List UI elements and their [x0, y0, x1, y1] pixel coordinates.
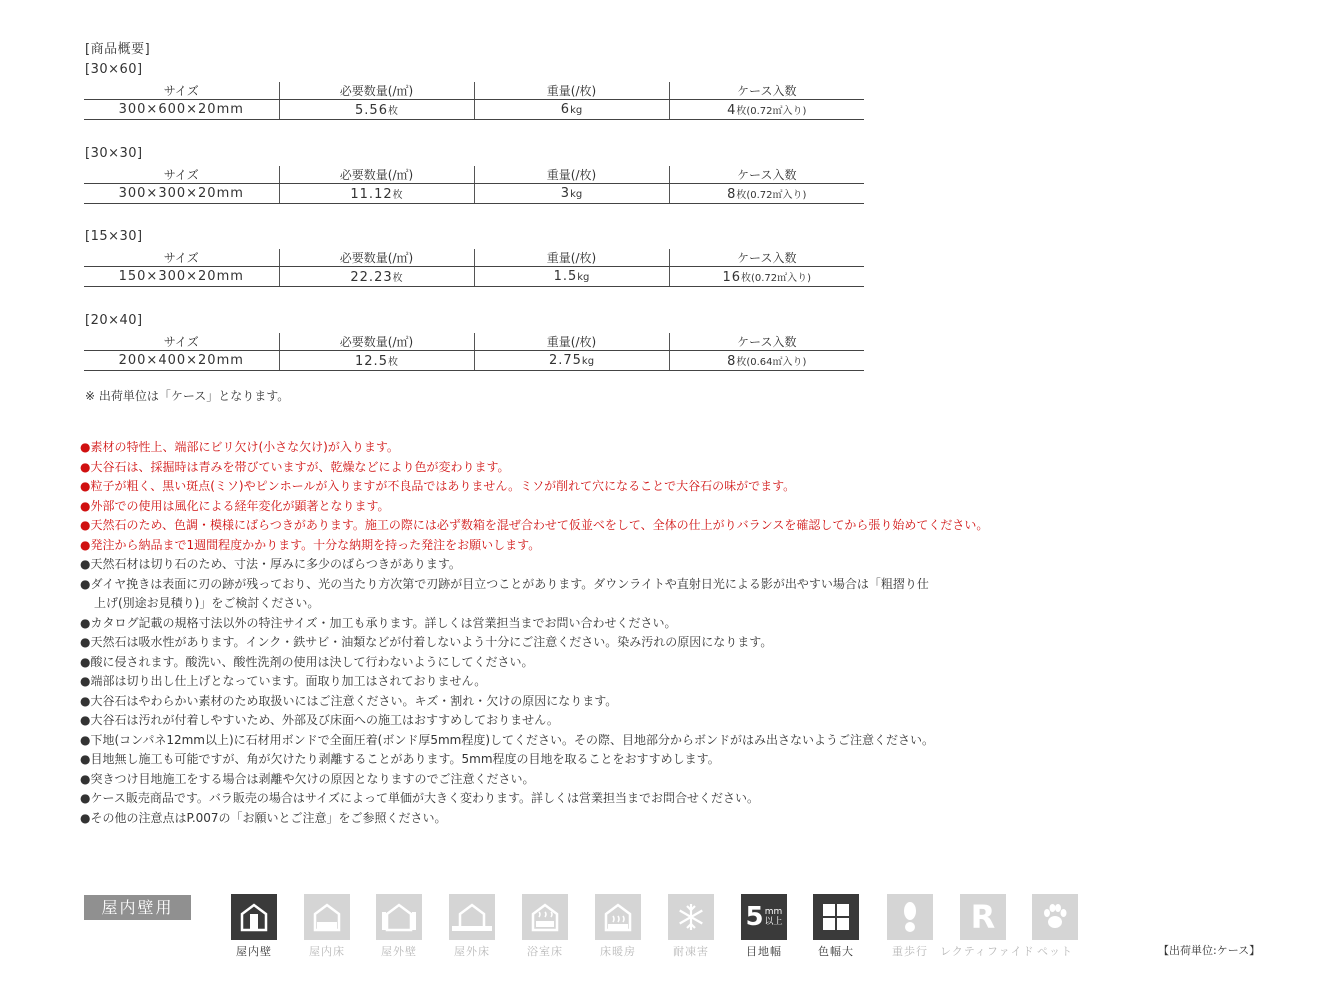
usage-icon-item	[668, 894, 714, 959]
column-header: ケース入数	[669, 249, 864, 267]
note-item: ●その他の注意点はP.007の「お願いとご注意」をご参照ください。	[80, 810, 447, 825]
note-item: ●下地(コンパネ12mm以上)に石材用ボンドで全面圧着(ボンド厚5mm程度)してください。その際、目地部分からボンドがはみ出さないようご注意ください。	[80, 732, 935, 747]
usage-icon-label: 屋外壁	[381, 945, 417, 958]
caution-notes	[80, 438, 989, 828]
usage-icon-item	[376, 894, 422, 959]
unit-label: 枚	[387, 356, 398, 368]
bath-floor-icon	[522, 894, 568, 940]
note-item: ●大谷石は汚れが付着しやすいため、外部及び床面への施工はおすすめしておりません。	[80, 713, 559, 727]
column-header: 重量(/枚)	[474, 333, 669, 351]
usage-icon-item	[887, 894, 933, 959]
size-cell	[84, 267, 279, 287]
usage-icon-label: 耐凍害	[673, 945, 709, 958]
column-header: 重量(/枚)	[474, 82, 669, 100]
floor-heating-icon	[595, 894, 641, 940]
quantity-cell	[279, 351, 474, 371]
column-header: 必要数量(/㎡)	[279, 333, 474, 351]
column-header: 重量(/枚)	[474, 166, 669, 184]
size-cell	[84, 184, 279, 204]
note-item: 上げ(別途お見積り)」をご検討ください。	[94, 596, 320, 610]
shipping-note: ※ 出荷単位は「ケース」となります。	[85, 389, 290, 403]
value-label: 2.75	[548, 353, 582, 368]
value-label: 300×600×20mm	[118, 102, 244, 117]
unit-label: 枚(0.72㎡入り)	[736, 105, 807, 117]
usage-icon-item	[741, 894, 787, 959]
snowflake-icon	[668, 894, 714, 940]
note-item: ●カタログ記載の規格寸法以外の特注サイズ・加工も承ります。詳しくは営業担当までお問い合わせください。	[80, 615, 677, 630]
value-label: 5.56	[355, 102, 388, 118]
exterior-wall-icon	[376, 894, 422, 940]
case-cell	[669, 100, 864, 120]
unit-label: 枚	[392, 189, 403, 201]
table-title: [15×30]	[85, 229, 143, 244]
unit-label: kg	[570, 105, 583, 116]
joint-width-unit: mm	[764, 907, 783, 917]
table-title: [20×40]	[85, 313, 143, 328]
note-item: ●天然石材は切り石のため、寸法・厚みに多少のばらつきがあります。	[80, 557, 461, 571]
column-header: サイズ	[84, 82, 279, 100]
weight-cell	[474, 184, 669, 204]
spec-table	[84, 82, 864, 120]
unit-label: 枚(0.72㎡入り)	[736, 189, 807, 201]
note-item: ●発注から納品まで1週間程度かかります。十分な納期を持った発注をお願いします。	[80, 537, 541, 552]
usage-badge: 屋内壁用	[84, 895, 191, 920]
table-title: [30×60]	[85, 62, 143, 77]
unit-label: kg	[581, 356, 595, 367]
column-header: 必要数量(/㎡)	[279, 166, 474, 184]
unit-label: kg	[577, 272, 590, 283]
exterior-floor-icon	[449, 894, 495, 940]
overview-label: [商品概要]	[85, 42, 151, 57]
value-label: 8	[727, 186, 737, 202]
usage-icon-label: レクティファイド	[940, 945, 1035, 958]
unit-label: 枚(0.64㎡入り)	[736, 356, 807, 368]
quantity-cell	[279, 100, 474, 120]
column-header: ケース入数	[669, 333, 864, 351]
usage-icon-label: 屋内壁	[236, 945, 272, 958]
usage-icon-label: 床暖房	[600, 945, 636, 958]
column-header: 重量(/枚)	[474, 249, 669, 267]
footprint-icon	[887, 894, 933, 940]
note-item: ●外部での使用は風化による経年変化が顕著となります。	[80, 498, 390, 513]
note-item: ●端部は切り出し仕上げとなっています。面取り加工はされておりません。	[80, 674, 487, 688]
color-variation-icon	[813, 894, 859, 940]
table-row	[84, 351, 864, 371]
value-label: 1.5	[553, 269, 578, 284]
case-cell	[669, 351, 864, 371]
joint-width-value: 5	[745, 902, 764, 932]
usage-icon-label: ペット	[1037, 945, 1073, 958]
value-label: 11.12	[350, 186, 393, 202]
table-row	[84, 100, 864, 120]
unit-label: kg	[570, 189, 583, 200]
value-label: 8	[727, 353, 737, 369]
value-label: 200×400×20mm	[118, 353, 244, 368]
weight-cell	[474, 267, 669, 287]
joint-width-icon	[741, 894, 787, 940]
usage-icon-item	[231, 894, 277, 959]
usage-icon-item	[940, 894, 1035, 959]
usage-icon-item	[449, 894, 495, 959]
usage-icon-item	[595, 894, 641, 959]
rectified-icon	[960, 894, 1006, 940]
usage-icon-label: 浴室床	[527, 945, 563, 958]
quantity-cell	[279, 267, 474, 287]
rectified-glyph: R	[970, 898, 996, 936]
note-item: ●大谷石はやわらかい素材のため取扱いにはご注意ください。キズ・割れ・欠けの原因になります。	[80, 693, 618, 708]
table-row	[84, 267, 864, 287]
unit-label: 枚	[392, 272, 403, 284]
quantity-cell	[279, 184, 474, 204]
usage-icon-item	[522, 894, 568, 959]
usage-icon-item	[304, 894, 350, 959]
column-header: ケース入数	[669, 82, 864, 100]
value-label: 16	[722, 269, 741, 285]
value-label: 12.5	[355, 353, 388, 369]
usage-icon-item	[813, 894, 859, 959]
note-item: ●天然石のため、色調・模様にばらつきがあります。施工の際には必ず数箱を混ぜ合わせて仮並べをして、全体の仕上がりバランスを確認してから張り始めてください。	[80, 518, 989, 532]
column-header: ケース入数	[669, 166, 864, 184]
table-title: [30×30]	[85, 146, 143, 161]
spec-table	[84, 333, 864, 371]
column-header: 必要数量(/㎡)	[279, 249, 474, 267]
note-item: ●突きつけ目地施工をする場合は剥離や欠けの原因となりますのでご注意ください。	[80, 771, 535, 786]
usage-icon-label: 屋外床	[454, 945, 490, 958]
usage-icon-label: 屋内床	[309, 945, 345, 958]
case-cell	[669, 184, 864, 204]
usage-icon-label: 色幅大	[818, 945, 854, 958]
table-row	[84, 184, 864, 204]
note-item: ●ダイヤ挽きは表面に刃の跡が残っており、光の当たり方次第で刃跡が目立つことがあります。ダウンライトや直射日光による影が出やすい場合は「粗摺り仕	[80, 576, 929, 591]
usage-icon-label: 目地幅	[746, 945, 782, 958]
column-header: 必要数量(/㎡)	[279, 82, 474, 100]
value-label: 300×300×20mm	[118, 186, 244, 201]
value-label: 4	[727, 102, 737, 118]
size-cell	[84, 100, 279, 120]
unit-label: 枚	[387, 105, 398, 117]
pet-paw-icon	[1032, 894, 1078, 940]
note-item: ●ケース販売商品です。バラ販売の場合はサイズによって単価が大きく変わります。詳しくは営業担当までお問合せください。	[80, 791, 759, 805]
note-item: ●目地無し施工も可能ですが、角が欠けたり剥離することがあります。5mm程度の目地を取ることをおすすめします。	[80, 752, 720, 766]
usage-icon-item	[1032, 894, 1078, 959]
joint-width-sub: 以上	[764, 917, 783, 927]
house-floor-icon	[304, 894, 350, 940]
case-cell	[669, 267, 864, 287]
column-header: サイズ	[84, 249, 279, 267]
value-label: 6	[560, 102, 571, 117]
value-label: 3	[560, 186, 571, 201]
column-header: サイズ	[84, 333, 279, 351]
usage-icon-label: 重歩行	[892, 945, 928, 958]
house-wall-icon	[231, 894, 277, 940]
spec-table	[84, 249, 864, 287]
column-header: サイズ	[84, 166, 279, 184]
weight-cell	[474, 100, 669, 120]
spec-table	[84, 166, 864, 204]
note-item: ●粒子が粗く、黒い斑点(ミソ)やピンホールが入りますが不良品ではありません。ミソが削れて穴になることで大谷石の味がでます。	[80, 479, 796, 493]
shipping-unit: 【出荷単位:ケース】	[1158, 944, 1261, 957]
value-label: 150×300×20mm	[118, 269, 244, 284]
value-label: 22.23	[350, 269, 393, 285]
weight-cell	[474, 351, 669, 371]
note-item: ●天然石は吸水性があります。インク・鉄サビ・油類などが付着しないよう十分にご注意ください。染み汚れの原因になります。	[80, 635, 773, 649]
note-item: ●酸に侵されます。酸洗い、酸性洗剤の使用は決して行わないようにしてください。	[80, 654, 534, 669]
note-item: ●素材の特性上、端部にビリ欠け(小さな欠け)が入ります。	[80, 440, 399, 454]
size-cell	[84, 351, 279, 371]
unit-label: 枚(0.72㎡入り)	[740, 272, 812, 284]
note-item: ●大谷石は、採掘時は青みを帯びていますが、乾燥などにより色が変わります。	[80, 459, 510, 474]
